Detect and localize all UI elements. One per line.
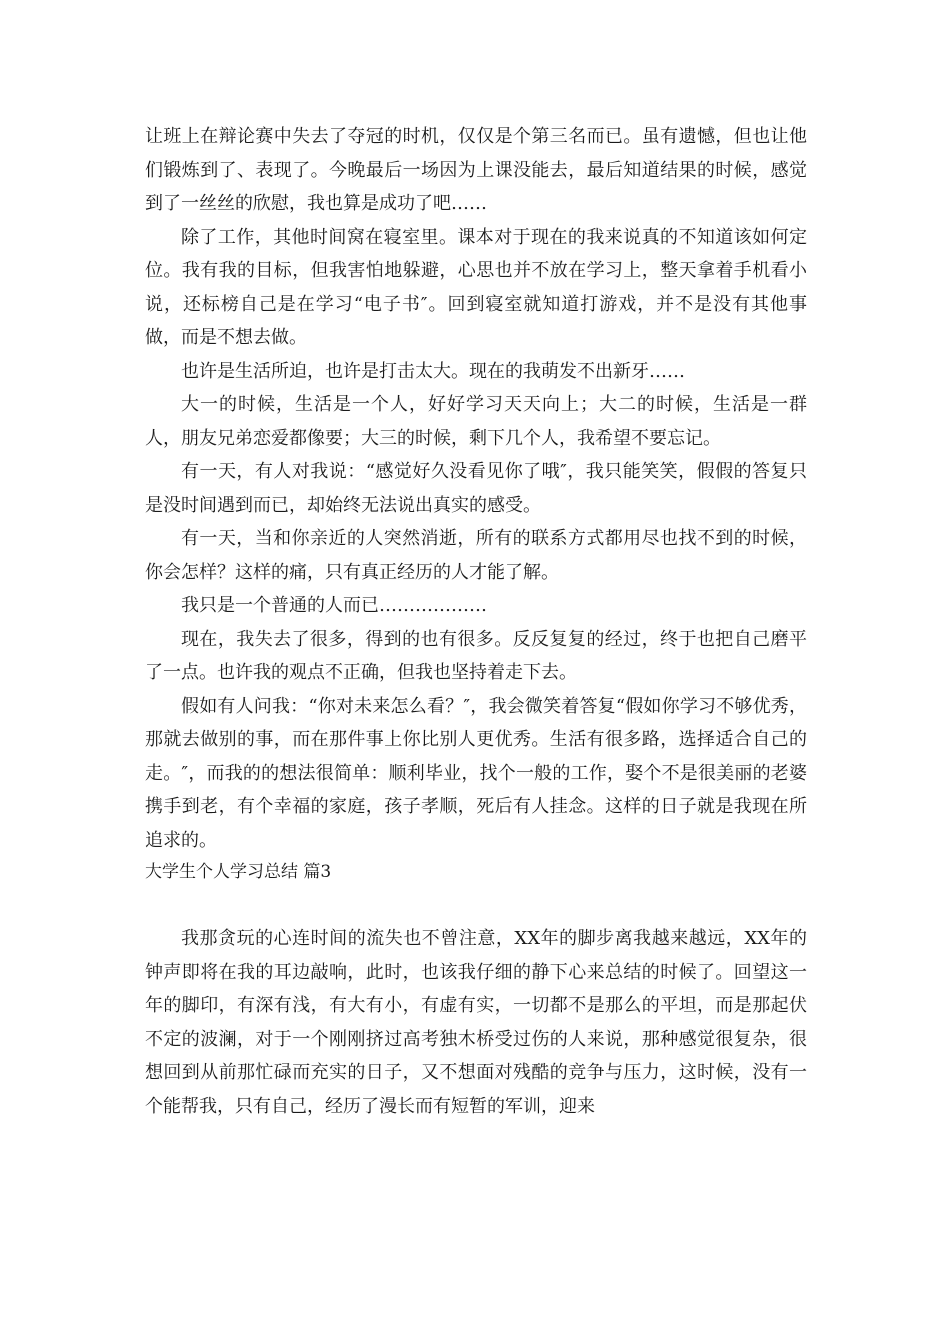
document-page — [145, 120, 807, 1123]
paragraph: 也许是生活所迫，也许是打击太大。现在的我萌发不出新牙…… — [181, 360, 685, 382]
paragraph: 有一天，当和你亲近的人突然消逝，所有的联系方式都用尽也找不到的时候，你会怎样？这样的痛，只有真正经历的人才能了解。 — [145, 528, 807, 583]
paragraph: 除了工作，其他时间窝在寝室里。课本对于现在的我来说真的不知道该如何定位。我有我的目标，但我害怕地躲避，心思也并不放在学习上，整天拿着手机看小说，还标榜自己是在学习“电子书″。回到寝室就知道打游戏，并不是没有其他事做，而是不想去做。 — [145, 226, 807, 348]
section-spacer — [145, 887, 807, 922]
paragraph: 现在，我失去了很多，得到的也有很多。反反复复的经过，终于也把自己磨平了一点。也许我的观点不正确，但我也坚持着走下去。 — [145, 628, 807, 683]
document-body-part2 — [145, 922, 807, 1123]
paragraph: 假如有人问我：“你对未来怎么看？″，我会微笑着答复“假如你学习不够优秀，那就去做别的事，而在那件事上你比别人更优秀。生活有很多路，选择适合自己的走。″，而我的的想法很简单：顺利毕业，找个一般的工作，娶个不是很美丽的老婆携手到老，有个幸福的家庭，孩子孝顺，死后有人挂念。这样的日子就是我现在所追求的。 — [145, 695, 807, 851]
paragraph: 大一的时候，生活是一个人，好好学习天天向上；大二的时候，生活是一群人，朋友兄弟恋爱都像要；大三的时候，剩下几个人，我希望不要忘记。 — [145, 394, 807, 449]
paragraph: 让班上在辩论赛中失去了夺冠的时机，仅仅是个第三名而已。虽有遗憾，但也让他们锻炼到了、表现了。今晚最后一场因为上课没能去，最后知道结果的时候，感觉到了一丝丝的欣慰，我也算是成功了吧…… — [145, 126, 807, 214]
paragraph: 有一天，有人对我说：“感觉好久没看见你了哦″，我只能笑笑，假假的答复只是没时间遇到而已，却始终无法说出真实的感受。 — [145, 461, 807, 516]
paragraph: 我那贪玩的心连时间的流失也不曾注意，XX年的脚步离我越来越远，XX年的钟声即将在我的耳边敲响，此时，也该我仔细的静下心来总结的时候了。回望这一年的脚印，有深有浅，有大有小，有虚有实，一切都不是那么的平坦，而是那起伏不定的波澜，对于一个刚刚挤过高考独木桥受过伤的人来说，那种感觉很复杂，很想回到从前那忙碌而充实的日子，又不想面对残酷的竞争与压力，这时候，没有一个能帮我，只有自己，经历了漫长而有短暂的军训，迎来 — [145, 928, 807, 1117]
paragraph: 我只是一个普通的人而已……………… — [181, 595, 487, 616]
document-body-part1 — [145, 120, 807, 857]
section-heading: 大学生个人学习总结 篇3 — [145, 862, 332, 882]
